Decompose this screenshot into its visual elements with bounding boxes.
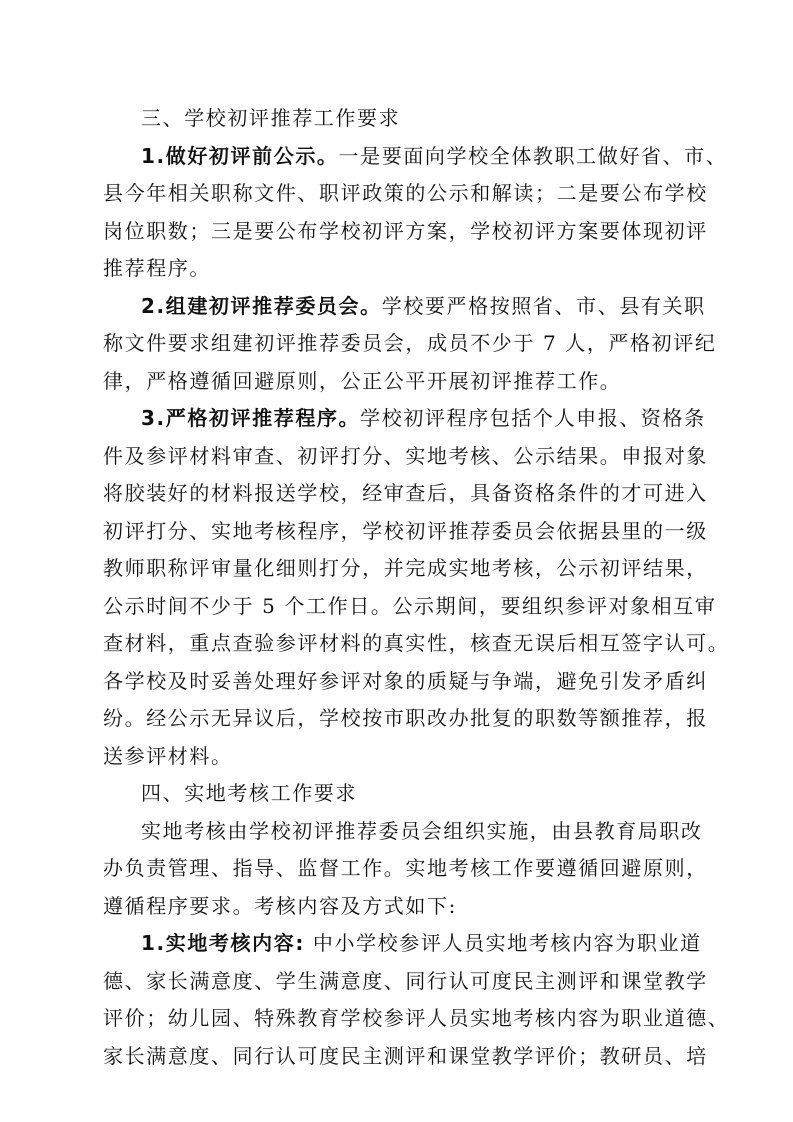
section-4-intro-line: 遵循程序要求。考核内容及方式如下: xyxy=(103,893,457,918)
item-3-1-paragraph xyxy=(103,138,728,288)
section-3-heading: 三、学校初评推荐工作要求 xyxy=(141,106,401,130)
section-4-intro-line: 实地考核由学校初评推荐委员会组织实施，由县教育局职改 xyxy=(141,818,703,843)
document-page xyxy=(103,100,730,1075)
item-3-1-text-line: 推荐程序。 xyxy=(103,256,211,280)
item-4-1-text-line: 评价；幼儿园、特殊教育学校参评人员实地考核内容为职业道德、 xyxy=(103,1006,730,1030)
item-3-2-paragraph xyxy=(103,288,717,401)
item-3-3-text-line: 学校初评程序包括个人申报、资格条 xyxy=(360,406,706,430)
item-3-3-text-line: 公示时间不少于 5 个工作日。公示期间，要组织参评对象相互审 xyxy=(103,593,717,618)
item-3-3-text-line: 纷。经公示无异议后，学校按市职改办批复的职数等额推荐，报 xyxy=(103,706,708,730)
item-4-1-lead: 1.实地考核内容: xyxy=(141,931,305,955)
item-3-1-text-line: 一是要面向学校全体教职工做好省、市、 xyxy=(338,143,728,168)
item-3-2-text-line: 学校要严格按照省、市、县有关职 xyxy=(381,293,706,318)
item-4-1-text-line: 中小学校参评人员实地考核内容为职业道 xyxy=(304,931,702,955)
section-4-heading: 四、实地考核工作要求 xyxy=(141,781,357,805)
item-4-1-text-line: 家长满意度、同行认可度民主测评和课堂教学评价；教研员、培 xyxy=(103,1043,708,1068)
item-3-3-text-line: 初评打分、实地考核程序，学校初评推荐委员会依据县里的一级 xyxy=(103,518,708,543)
item-4-1-paragraph xyxy=(103,925,730,1075)
item-3-3-lead: 3.严格初评推荐程序。 xyxy=(141,406,361,430)
item-4-1-text-line: 德、家长满意度、学生满意度、同行认可度民主测评和课堂教学 xyxy=(103,968,708,993)
item-3-3-text-line: 件及参评材料审查、初评打分、实地考核、公示结果。申报对象 xyxy=(103,443,708,468)
item-3-1-text-line: 岗位职数；三是要公布学校初评方案，学校初评方案要体现初评 xyxy=(103,218,708,243)
section-4-intro-paragraph xyxy=(103,813,708,926)
item-3-3-paragraph xyxy=(103,400,730,775)
item-3-3-text-line: 查材料，重点查验参评材料的真实性，核查无误后相互签字认可。 xyxy=(103,631,730,655)
item-3-2-text-line: 律，严格遵循回避原则，公正公平开展初评推荐工作。 xyxy=(103,368,622,393)
item-3-3-text-line: 将胶装好的材料报送学校，经审查后，具备资格条件的才可进入 xyxy=(103,481,708,505)
item-3-1-text-line: 县今年相关职称文件、职评政策的公示和解读；二是要公布学校 xyxy=(103,181,708,205)
item-3-3-text-line: 各学校及时妥善处理好参评对象的质疑与争端，避免引发矛盾纠 xyxy=(103,668,708,693)
item-3-1-lead: 1.做好初评前公示。 xyxy=(141,143,339,168)
item-3-3-text-line: 教师职称评审量化细则打分，并完成实地考核，公示初评结果， xyxy=(103,556,708,580)
item-3-3-text-line: 送参评材料。 xyxy=(103,743,233,768)
item-3-2-lead: 2.组建初评推荐委员会。 xyxy=(141,293,382,318)
item-3-2-text-line: 称文件要求组建初评推荐委员会，成员不少于 7 人，严格初评纪 xyxy=(103,331,717,355)
section-4-intro-line: 办负责管理、指导、监督工作。实地考核工作要遵循回避原则， xyxy=(103,856,708,880)
